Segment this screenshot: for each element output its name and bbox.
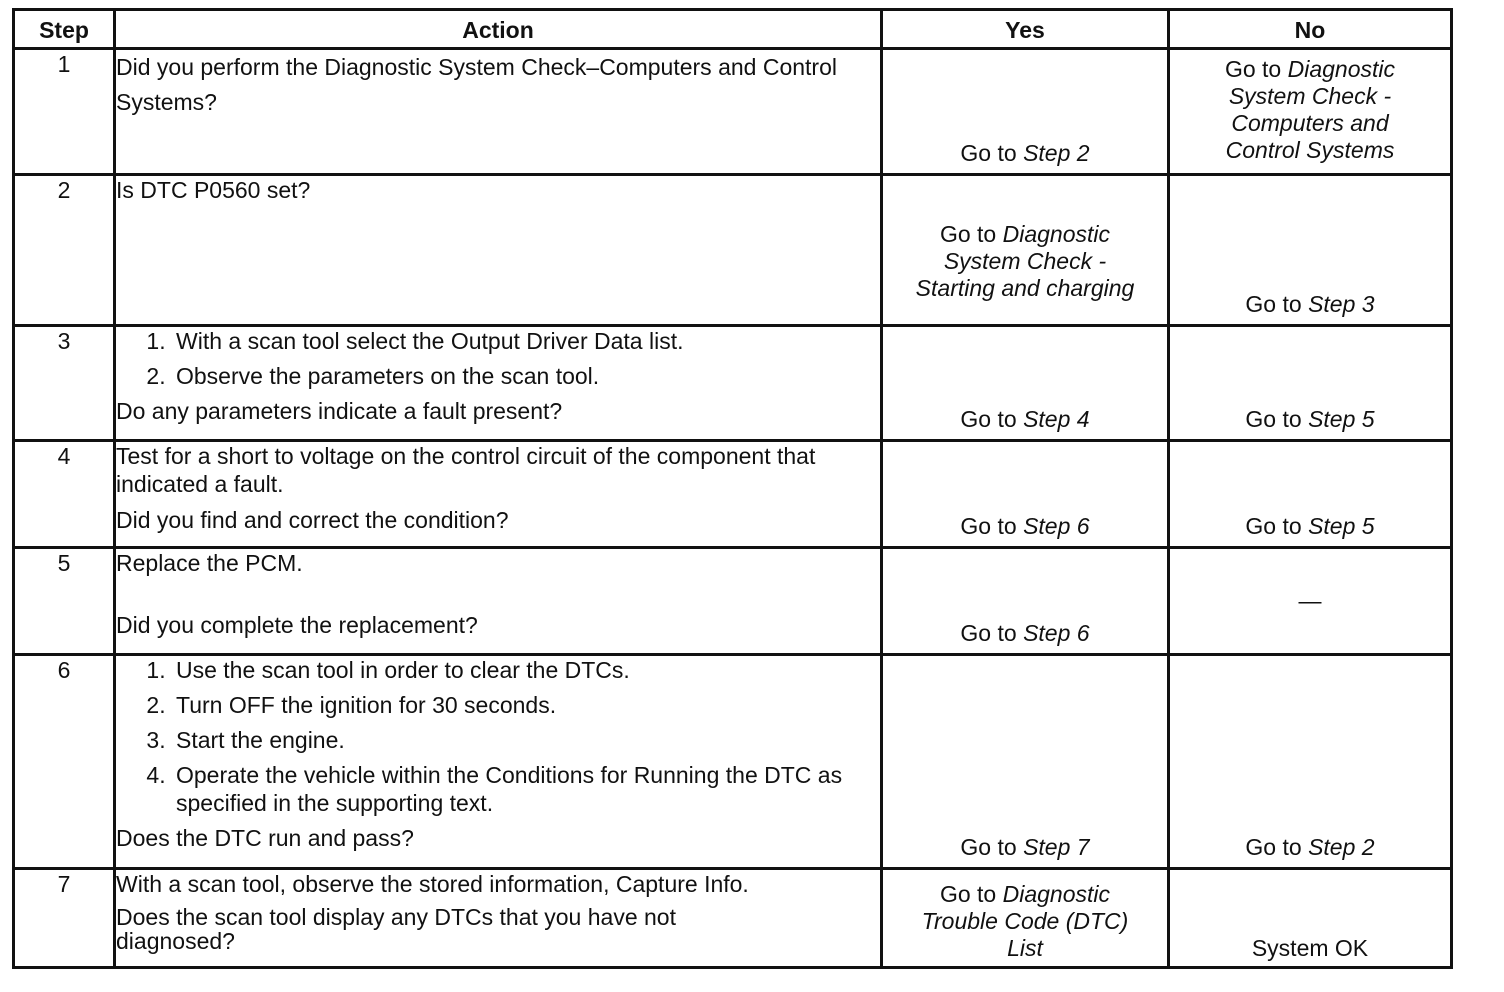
action-text: Is DTC P0560 set? [116,177,311,203]
no-answer [1170,834,1450,861]
reference-link: Computers and [1231,110,1389,136]
step-number: 1 [14,49,115,175]
answer-prefix: Go to [1224,56,1288,82]
yes-answer [883,834,1167,861]
reference-link: Diagnostic [1002,221,1111,247]
table-row [14,441,1452,548]
table-row [14,869,1452,968]
no-cell [1169,49,1452,175]
action-cell [115,548,882,655]
action-cell [115,869,882,968]
action-cell [115,175,882,326]
no-cell [1169,655,1452,869]
action-cell [115,655,882,869]
answer-prefix: Go to [1245,291,1309,317]
answer-prefix: Go to [1245,834,1309,860]
answer-prefix: Go to [1245,406,1309,432]
reference-link: Trouble Code (DTC) [921,908,1129,934]
step-link: Step 3 [1308,291,1375,317]
action-question: Does the scan tool display any DTCs that you have not diagnosed? [116,904,676,954]
action-cell [115,49,882,175]
reference-link: System Check - [943,248,1107,274]
yes-cell [882,548,1169,655]
no-cell [1169,175,1452,326]
action-steps-list [116,656,880,817]
answer-prefix: Go to [960,140,1024,166]
reference-link: Diagnostic [1287,56,1396,82]
table-row [14,175,1452,326]
yes-answer [883,221,1167,302]
list-item: 2. Turn OFF the ignition for 30 seconds. [172,691,880,719]
step-number: 2 [14,175,115,326]
no-answer: — [1298,587,1322,614]
list-item: 2. Observe the parameters on the scan tool. [172,362,880,390]
step-number: 6 [14,655,115,869]
step-link: Step 5 [1308,406,1375,432]
answer-prefix: Go to [1245,513,1309,539]
no-cell [1169,441,1452,548]
reference-link: List [1007,935,1043,961]
table-row [14,548,1452,655]
table-row [14,49,1452,175]
step-link: Step 2 [1308,834,1375,860]
table-row [14,326,1452,441]
header-action: Action [115,10,882,49]
no-answer [1170,291,1450,318]
no-answer [1170,406,1450,433]
header-step: Step [14,10,115,49]
header-yes: Yes [882,10,1169,49]
action-text: Replace the PCM. [116,550,303,576]
step-number: 5 [14,548,115,655]
step-number: 7 [14,869,115,968]
header-row [14,10,1452,49]
no-cell [1169,548,1452,655]
step-link: Step 6 [1023,620,1090,646]
reference-link: Diagnostic [1002,881,1111,907]
yes-cell [882,441,1169,548]
answer-prefix: Go to [960,620,1024,646]
list-item: 3. Start the engine. [172,726,880,754]
list-item: 4. Operate the vehicle within the Conditions for Running the DTC as specified in the supporting text. [172,761,880,817]
diagnostic-table [12,8,1453,969]
no-answer [1170,56,1450,164]
action-cell [115,326,882,441]
action-question: Did you complete the replacement? [116,612,478,638]
no-cell [1169,869,1452,968]
yes-answer [883,140,1167,167]
reference-link: Control Systems [1225,137,1395,163]
no-answer [1170,513,1450,540]
action-question: Did you find and correct the condition? [116,507,509,533]
header-no: No [1169,10,1452,49]
yes-cell [882,326,1169,441]
answer-prefix: Go to [960,406,1024,432]
answer-prefix: Go to [960,834,1024,860]
action-question: Does the DTC run and pass? [116,825,414,851]
answer-prefix: Go to [939,221,1003,247]
step-link: Step 7 [1023,834,1090,860]
no-answer: System OK [1251,935,1369,961]
list-item: 1. Use the scan tool in order to clear the DTCs. [172,656,880,684]
yes-cell [882,175,1169,326]
step-number: 3 [14,326,115,441]
action-text: Test for a short to voltage on the control circuit of the component that indicated a fault. [116,443,816,497]
action-text: Did you perform the Diagnostic System Check–Computers and Control Systems? [116,54,837,115]
step-number: 4 [14,441,115,548]
yes-cell [882,655,1169,869]
yes-cell [882,869,1169,968]
yes-answer [883,620,1167,647]
yes-answer [883,881,1167,962]
yes-answer [883,406,1167,433]
step-link: Step 5 [1308,513,1375,539]
list-item: 1. With a scan tool select the Output Driver Data list. [172,327,880,355]
yes-answer [883,513,1167,540]
no-cell [1169,326,1452,441]
reference-link: Starting and charging [915,275,1135,301]
step-link: Step 6 [1023,513,1090,539]
step-link: Step 4 [1023,406,1090,432]
step-link: Step 2 [1023,140,1090,166]
yes-cell [882,49,1169,175]
answer-prefix: Go to [960,513,1024,539]
action-cell [115,441,882,548]
answer-prefix: Go to [939,881,1003,907]
table-row [14,655,1452,869]
action-steps-list [116,327,880,390]
action-text: With a scan tool, observe the stored information, Capture Info. [116,871,749,897]
reference-link: System Check - [1228,83,1392,109]
action-question: Do any parameters indicate a fault present? [116,398,563,424]
